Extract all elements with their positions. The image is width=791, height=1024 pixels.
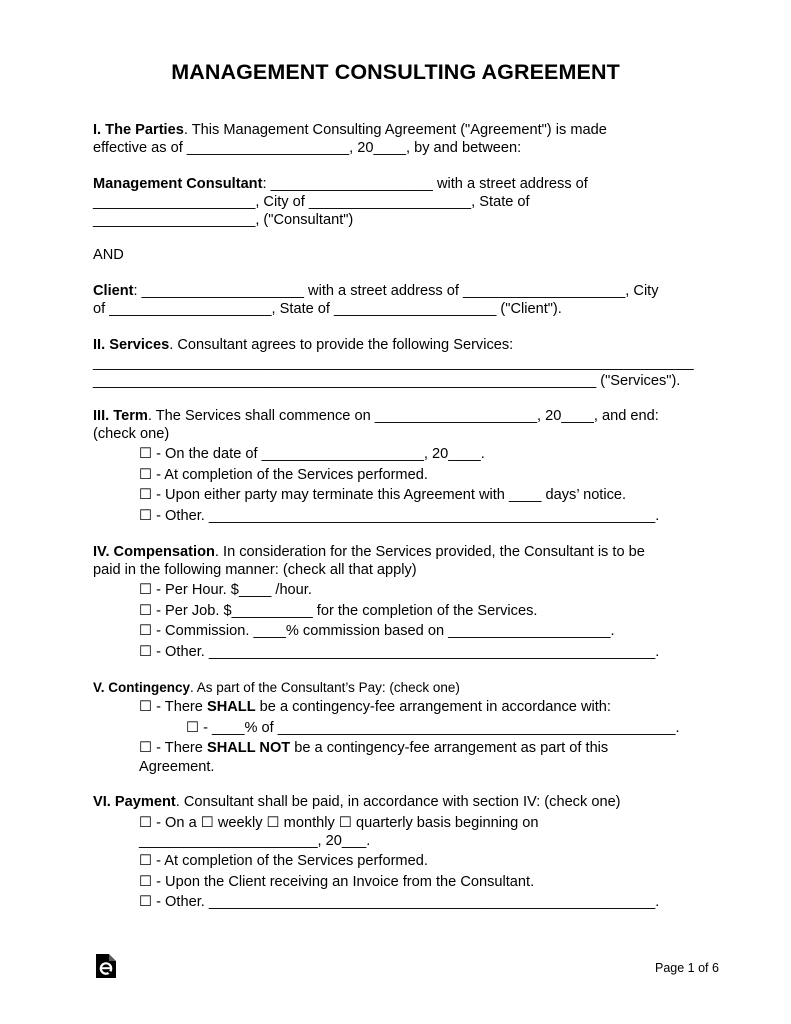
contingency-shall-bold: SHALL — [206, 699, 256, 715]
contingency-shall-not-line-2: Agreement. — [139, 759, 215, 775]
contingency-percent-of-option[interactable]: ☐ - ____% of _________________________________________________. — [186, 720, 680, 736]
term-option-completion[interactable]: ☐ - At completion of the Services performed. — [139, 467, 428, 483]
compensation-heading: IV. Compensation — [93, 544, 215, 560]
contingency-option-shall[interactable] — [139, 698, 611, 716]
services-line-2: __________________________________________________________________________ — [93, 355, 694, 371]
compensation-option-per-job[interactable]: ☐ - Per Job. $__________ for the completion of the Services. — [139, 603, 538, 619]
payment-option-periodic[interactable]: ☐ - On a ☐ weekly ☐ monthly ☐ quarterly basis beginning on — [139, 815, 539, 831]
contingency-option-shall-not[interactable] — [139, 739, 608, 757]
and-text: AND — [93, 247, 124, 263]
document-title: MANAGEMENT CONSULTING AGREEMENT — [171, 60, 620, 84]
client-text: : ____________________ with a street address of ____________________, City — [133, 283, 659, 299]
services-heading: II. Services — [93, 337, 170, 353]
consultant-label: Management Consultant — [93, 176, 263, 192]
contingency-line-1 — [93, 679, 460, 697]
payment-text: . Consultant shall be paid, in accordance with section IV: (check one) — [175, 794, 621, 810]
contingency-heading: V. Contingency — [93, 680, 191, 695]
services-line-1 — [93, 336, 513, 354]
client-line-1 — [93, 282, 659, 300]
payment-option-periodic-line-2: ______________________, 20___. — [139, 833, 371, 849]
parties-line-2: effective as of ____________________, 20____, by and between: — [93, 140, 522, 156]
consultant-line-1 — [93, 175, 588, 193]
client-label: Client — [93, 283, 134, 299]
contingency-shall-not-suffix: be a contingency-fee arrangement as part of this — [290, 740, 609, 756]
contingency-shall-not-bold: SHALL NOT — [206, 740, 291, 756]
term-line-2: (check one) — [93, 426, 170, 442]
term-line-1 — [93, 407, 659, 425]
compensation-text: . In consideration for the Services provided, the Consultant is to be — [214, 544, 645, 560]
payment-option-invoice[interactable]: ☐ - Upon the Client receiving an Invoice from the Consultant. — [139, 874, 535, 890]
term-option-other[interactable]: ☐ - Other. _______________________________________________________. — [139, 508, 660, 524]
contingency-shall-prefix: ☐ - There — [139, 699, 207, 715]
contingency-shall-not-prefix: ☐ - There — [139, 740, 207, 756]
contingency-text: . As part of the Consultant’s Pay: (check one) — [190, 680, 460, 695]
term-option-terminate-notice[interactable]: ☐ - Upon either party may terminate this Agreement with ____ days’ notice. — [139, 487, 627, 503]
parties-heading: I. The Parties — [93, 122, 184, 138]
consultant-line-3: ____________________, ("Consultant") — [93, 212, 354, 228]
services-text: . Consultant agrees to provide the following Services: — [169, 337, 514, 353]
term-option-on-date[interactable]: ☐ - On the date of ____________________, 20____. — [139, 446, 485, 462]
contingency-shall-suffix: be a contingency-fee arrangement in accordance with: — [255, 699, 611, 715]
parties-text: . This Management Consulting Agreement ("Agreement") is made — [183, 122, 607, 138]
services-line-3: ______________________________________________________________ ("Services"). — [93, 373, 681, 389]
payment-option-completion[interactable]: ☐ - At completion of the Services performed. — [139, 853, 428, 869]
page-number: Page 1 of 6 — [655, 961, 719, 975]
consultant-text: : ____________________ with a street address of — [262, 176, 588, 192]
term-heading: III. Term — [93, 408, 148, 424]
compensation-option-commission[interactable]: ☐ - Commission. ____% commission based on ____________________. — [139, 623, 615, 639]
parties-line-1 — [93, 121, 607, 139]
compensation-option-other[interactable]: ☐ - Other. _______________________________________________________. — [139, 644, 660, 660]
payment-line-1 — [93, 793, 621, 811]
compensation-option-per-hour[interactable]: ☐ - Per Hour. $____ /hour. — [139, 582, 312, 598]
client-line-2: of ____________________, State of ____________________ ("Client"). — [93, 301, 562, 317]
payment-heading: VI. Payment — [93, 794, 176, 810]
compensation-line-2: paid in the following manner: (check all that apply) — [93, 562, 417, 578]
consultant-line-2: ____________________, City of ____________________, State of — [93, 194, 530, 210]
compensation-line-1 — [93, 543, 645, 561]
term-text: . The Services shall commence on ____________________, 20____, and end: — [147, 408, 659, 424]
eforms-logo-icon — [96, 954, 116, 978]
payment-option-other[interactable]: ☐ - Other. _______________________________________________________. — [139, 894, 660, 910]
